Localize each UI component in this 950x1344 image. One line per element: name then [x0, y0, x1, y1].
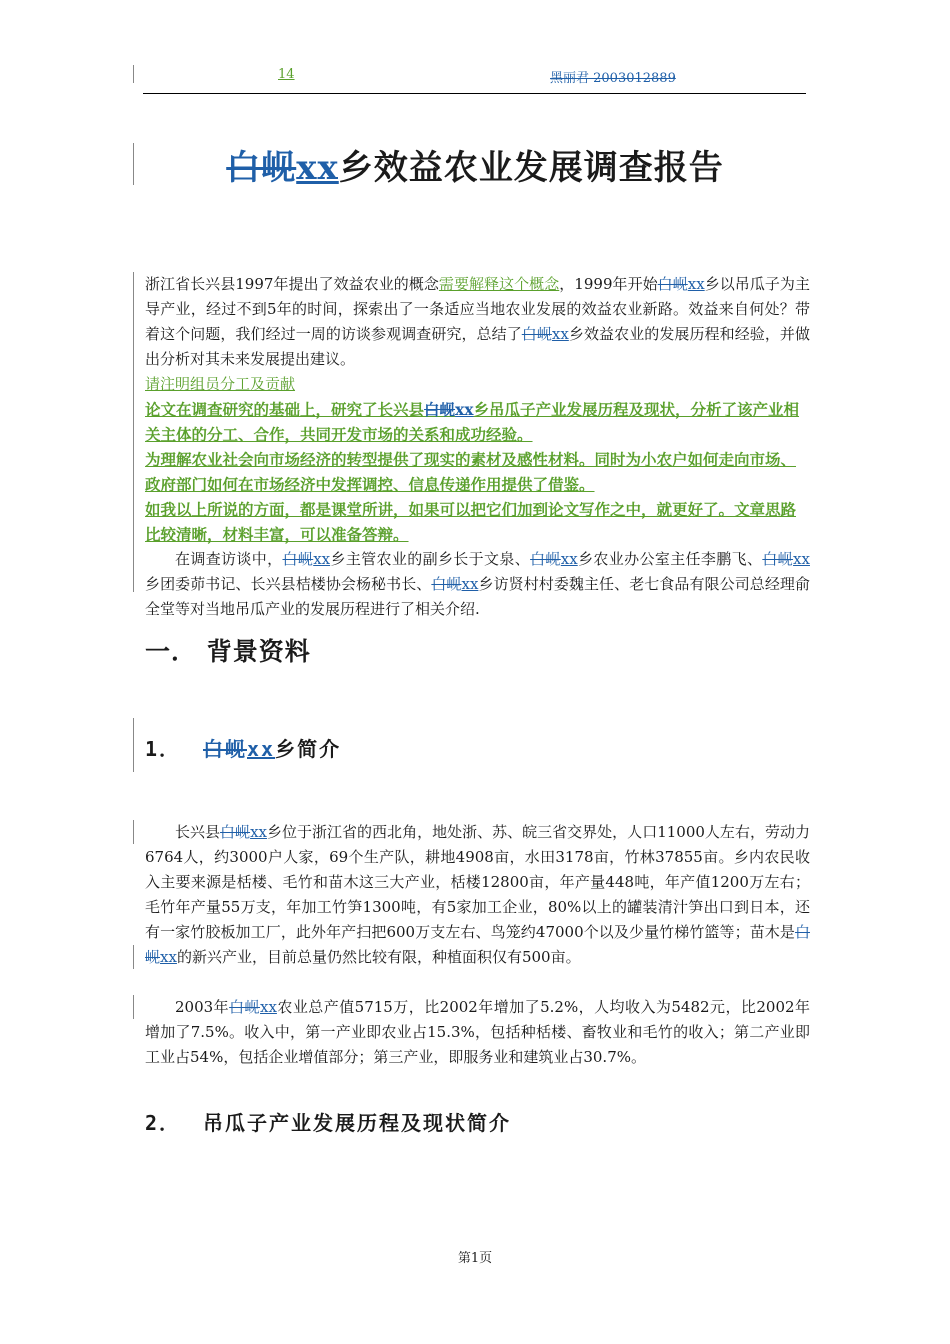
intro-paragraph	[145, 272, 810, 372]
subsection-title: 吊瓜子产业发展历程及现状简介	[203, 1111, 511, 1135]
name-inserted: xx	[250, 823, 267, 841]
name-inserted: xx	[260, 998, 277, 1016]
document-title	[0, 140, 950, 189]
intro-text: 浙江省长兴县1997年提出了效益农业的概念	[145, 275, 439, 293]
reviewer-comment-3: 为理解农业社会向市场经济的转型提供了现实的素材及感性材料。同时为小农户如何走向市场、政府部门如何在市场经济中发挥调控、信息传递作用提供了借鉴。	[145, 450, 797, 494]
change-bar	[133, 272, 134, 592]
name-deleted: 白岘	[762, 550, 794, 568]
name-inserted: xx	[313, 550, 331, 568]
comment-text: 乡吊瓜子产业发展历程及现状，分析了该产业相关主体的分工、合作，共同开发市场的关系和成功经验。	[145, 400, 800, 444]
section-heading-1: 一． 背景资料	[145, 637, 311, 666]
change-bar	[133, 65, 134, 83]
interview-text: 乡农业办公室主任李鹏飞、	[577, 550, 763, 568]
subsection-heading-1	[145, 733, 341, 762]
title-text: 乡效益农业发展调查报告	[338, 148, 724, 188]
interview-text: 乡主管农业的副乡长于文泉、	[330, 550, 531, 568]
reviewer-comment-4: 如我以上所说的方面，都是课堂所讲，如果可以把它们加到论文写作之中，就更好了。文章思路比较清晰，材料丰富，可以准备答辩。	[145, 500, 797, 544]
name-deleted: 白岘	[220, 823, 251, 841]
name-deleted: 白岘	[521, 325, 552, 343]
reviewer-comment-2	[145, 397, 810, 447]
header-page-number: 14	[278, 67, 295, 82]
header-rule	[143, 93, 806, 94]
title-inserted-text: xx	[296, 148, 339, 188]
name-inserted: xx	[160, 948, 177, 966]
subsection-number: 2．	[145, 1111, 182, 1135]
comment-text: 论文在调查研究的基础上，研究了长兴县	[145, 400, 425, 419]
subsection-heading-2	[145, 1107, 511, 1136]
name-deleted: 白岘	[431, 575, 462, 593]
town-text: 的新兴产业，目前总量仍然比较有限，种植面积仅有500亩。	[176, 948, 581, 966]
town-text: 乡位于浙江省的西北角，地处浙、苏、皖三省交界处，人口11000人左右，劳动力6764人，约3000户人家，69个生产队，耕地4908亩，水田3178亩，竹林37855亩。乡内农民收入主要来源是栝楼、毛竹和苗木这三大产业，栝楼12800亩，年产量448吨，年产值1200万左右；毛竹年产量55万支，年加工竹笋1300吨，有5家加工企业，80%以上的罐装清汁笋出口到日本，还有一家竹胶板加工厂，此外年产扫把600万支左右、鸟笼约47000个以及少量竹梯竹篮等；苗木是	[145, 823, 810, 941]
intro-text: ，1999年开始	[559, 275, 658, 293]
name-deleted: 白岘	[530, 550, 561, 568]
interview-text: 在调查访谈中，	[175, 550, 283, 568]
name-inserted: xx	[247, 737, 276, 761]
name-deleted: 白岘	[229, 998, 261, 1016]
change-bar	[133, 995, 134, 1019]
interview-paragraph	[145, 547, 810, 622]
intro-text: 乡以吊瓜子为主导产业，经过不到5年的时间，探索出了一条适应当地农业发展的效益农业新路。效益来自何处？带着这个问题，我们经过一周的访谈参观调查研究，总结了	[145, 275, 810, 343]
intro-text: 乡效益农业的发展历程和经验，并做出分析对其未来发展提出建议。	[145, 325, 810, 368]
name-inserted: xx	[793, 550, 810, 568]
name-deleted: 白岘	[424, 400, 456, 419]
subsection-title: 乡简介	[275, 737, 342, 761]
change-bar	[133, 820, 134, 844]
name-inserted: xx	[560, 550, 578, 568]
name-inserted: xx	[461, 575, 479, 593]
interview-text: 乡团委茆书记、长兴县桔楼协会杨秘书长、	[145, 575, 432, 593]
economy-text: 2003年	[175, 998, 230, 1016]
economy-text: 农业总产值5715万，比2002年增加了5.2%，人均收入为5482元，比2002年增加了7.5%。收入中，第一产业即农业占15.3%，包括种栝楼、畜牧业和毛竹的收入；第二产业即工业占54%，包括企业增值部分；第三产业，即服务业和建筑业占30.7%。	[145, 998, 810, 1066]
name-deleted: 白岘	[282, 550, 314, 568]
reviewer-comment-1: 请注明组员分工及贡献	[145, 375, 296, 393]
economy-paragraph	[145, 995, 810, 1070]
inline-comment: 需要解释这个概念	[438, 275, 560, 293]
page-footer: 第1页	[457, 1251, 493, 1266]
name-inserted: xx	[455, 400, 474, 419]
subsection-number: 1．	[145, 737, 182, 761]
town-intro-paragraph	[145, 820, 810, 970]
title-deleted-text: 白岘	[226, 148, 297, 188]
town-text: 长兴县	[175, 823, 221, 841]
name-deleted: 白岘	[657, 275, 688, 293]
interview-text: 乡访贤村村委魏主任、老七食品有限公司总经理俞全堂等对当地吊瓜产业的发展历程进行了相关介绍.	[145, 575, 810, 618]
name-deleted: 白岘	[203, 737, 247, 761]
name-deleted: 白岘	[145, 923, 810, 966]
change-bar	[133, 718, 134, 772]
change-bar	[133, 945, 134, 969]
name-inserted: xx	[551, 325, 569, 343]
header-author-deleted: 黑丽君 2003012889	[550, 71, 676, 86]
name-inserted: xx	[687, 275, 705, 293]
